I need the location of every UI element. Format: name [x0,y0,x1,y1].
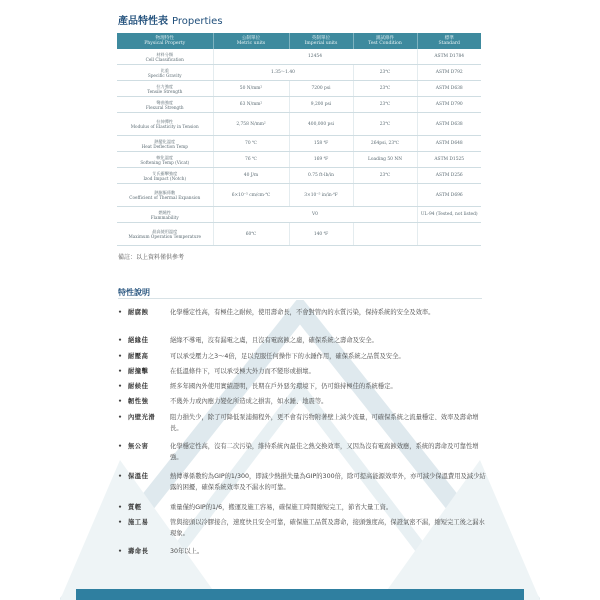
header-cn: 物理特性 [155,35,174,41]
bullet-icon: • [118,353,123,360]
feature-name: 耐壓高 [128,353,149,360]
metric-cell: 40 J/m [213,168,289,184]
condition-cell: 264psi, 23℃ [353,136,417,152]
feature-item [118,471,490,493]
property-cell [117,207,213,223]
standard-cell: ASTM D638 [417,113,481,136]
imperial-cell: 400,000 psi [289,113,353,136]
footer-bar [76,589,524,600]
table-row [117,168,481,184]
feature-name: 絕緣佳 [128,337,149,344]
bullet-icon: • [118,519,123,526]
standard-cell: ASTM D790 [417,97,481,113]
imperial-cell: 158 ℉ [289,136,353,152]
property-en: Flexural Strength [145,104,184,110]
feature-desc: 不幾外力或內應力變化所造成之損害，如水錘、地震等。 [170,398,328,405]
header-cn: 測試條件 [375,35,395,41]
feature-desc: 30年以上。 [170,548,204,555]
feature-desc: 可以承受壓力之3～4倍，足以克服任何操作下的水錘作用，確保系統之品質及安全。 [170,353,405,360]
property-en: Coefficient of Thermal Expansion [129,195,201,200]
feature-name: 耐候佳 [128,383,149,390]
bullet-icon: • [118,398,123,405]
property-en: Specific Gravity [147,72,182,78]
property-cn: 彎曲強度 [156,99,174,105]
imperial-cell: 7200 psi [289,81,353,97]
feature-name: 內壁光滑 [128,414,156,421]
property-cell [117,113,213,136]
metric-cell: V0 [213,207,417,223]
properties-title-en: Properties [172,16,223,27]
header-cn: 公制單位 [241,35,261,41]
table-row [117,113,481,136]
feature-name: 質輕 [128,504,142,511]
header-standard [417,33,481,49]
condition-cell: 23℃ [353,81,417,97]
property-cell [117,97,213,113]
feature-item [118,441,490,463]
table-note: 備註：以上資料僅供參考 [118,254,185,261]
feature-desc: 管與接頭以冷膠接合，速度快且安全可靠，確保施工品質及壽命，接頭強度高，保證氣密不漏，縮短完工後之漏水現象。 [170,519,485,537]
table-row [117,49,481,65]
property-cn: 拉伸彈性 [156,119,174,124]
section-divider [118,298,482,299]
header-en: Imperial units [304,41,338,46]
feature-desc: 化學穩定性高，沒有二次污染，維持系統內最佳之熱交換效率，又因為沒有電腐蝕效應，系統的壽命及可靠性增強。 [170,443,479,461]
standard-cell: UL-94 (Tested, not listed) [417,207,481,223]
standard-cell: ASTM D1784 [417,49,481,65]
property-cn: 材料分類 [156,51,174,57]
feature-desc: 在低溫條件下，可以承受極大外力而不變形或損壞。 [170,368,315,375]
condition-cell: 23℃ [353,65,417,81]
feature-name: 壽命長 [128,548,149,555]
property-en: Flammability [150,214,179,220]
header-imperial-units [289,33,353,49]
metric-cell: 6×10⁻⁵ cm/cm·℃ [213,184,289,207]
property-cn: 艾氏衝擊強度 [152,170,178,176]
feature-desc: 化學穩定性高，有極佳之耐候，使用壽命長，不會對管內的水質污染，保持系統的安全及效率。 [170,309,435,316]
feature-desc: 絕緣不導電，沒有漏電之虞，且沒有電腐蝕之慮，確保系統之壽命及安全。 [170,337,378,344]
property-en: Cell Classification [145,56,184,62]
header-en: Physical Property [144,41,186,46]
feature-item [118,351,490,362]
property-cell [117,223,213,246]
header-metric-units [213,33,289,49]
feature-desc: 重量僅約GIP的1/6，搬運及施工容易，確保施工時間縮短完工，節省大量工資。 [170,504,393,511]
header-en: Test Condition [368,41,402,46]
header-cn: 英制單位 [311,35,331,41]
imperial-cell: 169 ℉ [289,152,353,168]
table-row [117,136,481,152]
feature-name: 保溫佳 [128,473,149,480]
bullet-icon: • [118,337,123,344]
feature-item [118,502,490,513]
table-row [117,65,481,81]
property-cn: 燃燒性 [158,209,172,215]
condition-cell [353,184,417,207]
standard-cell: ASTM D648 [417,136,481,152]
imperial-cell: 140 ℉ [289,223,353,246]
standard-cell: ASTM D792 [417,65,481,81]
bullet-icon: • [118,443,123,450]
metric-cell: 1.35～1.40 [213,65,353,81]
feature-item [118,307,490,318]
property-cell [117,168,213,184]
property-cn: 拉力強度 [156,83,174,89]
header-en: Standard [438,41,460,46]
feature-name: 耐腐蝕 [128,309,149,316]
metric-cell: 70 ℃ [213,136,289,152]
feature-desc: 阻力損失少，除了可降低泵浦揚程外，更不會有污物附著壁上減少流量，可確保系統之流量穩定、效率及壽命增長。 [170,414,479,432]
property-cell [117,184,213,207]
feature-name: 韌性強 [128,398,149,405]
property-cn: 軟化溫度 [156,154,174,160]
feature-item [118,517,490,539]
feature-item [118,381,490,392]
property-en: Tensile Strength [147,88,183,94]
table-row [117,207,481,223]
standard-cell: ASTM D256 [417,168,481,184]
feature-item [118,366,490,377]
feature-item [118,546,490,557]
condition-cell: 23℃ [353,168,417,184]
feature-name: 無公害 [128,443,149,450]
property-cn: 熱變化溫度 [154,138,176,144]
header-test-condition [353,33,417,49]
property-cell [117,81,213,97]
feature-item [118,396,490,407]
standard-cell: ASTM D1525 [417,152,481,168]
bullet-icon: • [118,368,123,375]
table-row [117,81,481,97]
bullet-icon: • [118,309,123,316]
table-header-row [117,33,481,49]
bullet-icon: • [118,383,123,390]
feature-name: 耐撞擊 [128,368,149,375]
feature-desc: 熱傳導係數約為GIP的1/300，即減少熱損失量為GIP的300倍，除可提高能源效率外，亦可減少保溫費用及減少結露的困擾，確保系統效率及不漏水的可靠。 [170,473,486,491]
imperial-cell: 3×10⁻⁵ in/in·℉ [289,184,353,207]
property-en: Softening Temp (Vicat) [140,159,190,165]
metric-cell: 60℃ [213,223,289,246]
features-section-title: 特性說明 [118,288,150,297]
standard-cell: ASTM D638 [417,81,481,97]
property-cn: 比重 [160,67,169,73]
metric-cell: 63 N/mm² [213,97,289,113]
feature-desc: 經多年國內外使用實績證明，長期在戶外惡劣環境下，仍可維持極佳的系統穩定。 [170,383,397,390]
condition-cell: 23℃ [353,113,417,136]
metric-cell: 2,758 N/mm² [213,113,289,136]
properties-title-cn: 產品特性表 [118,16,168,27]
standard-cell [417,223,481,246]
properties-section-title [118,12,223,27]
condition-cell: 23℃ [353,97,417,113]
property-cell [117,49,213,65]
table-row [117,223,481,246]
metric-cell: 12454 [213,49,417,65]
table-row [117,184,481,207]
property-en: Maximum Operation Temperature [128,234,202,239]
property-en: Heat Deflection Temp [141,143,188,149]
property-en: Modulus of Elasticity in Tension [130,124,199,129]
metric-cell: 76 ℃ [213,152,289,168]
condition-cell: Loading 50 NN [353,152,417,168]
header-cn: 標準 [444,35,454,41]
property-en: Izod Impact (Notch) [143,175,187,181]
feature-item [118,335,490,346]
condition-cell [353,223,417,246]
imperial-cell: 0.75 ft-lb/in [289,168,353,184]
table-row [117,152,481,168]
bullet-icon: • [118,504,123,511]
imperial-cell: 9,200 psi [289,97,353,113]
table-row [117,97,481,113]
property-cell [117,65,213,81]
property-cn: 最高使用溫度 [152,229,178,234]
property-cn: 熱膨脹係數 [154,190,176,195]
standard-cell: ASTM D696 [417,184,481,207]
bullet-icon: • [118,548,123,555]
header-en: Metric units [236,41,266,46]
properties-table [117,33,481,246]
property-cell [117,152,213,168]
header-physical-property [117,33,213,49]
bullet-icon: • [118,473,123,480]
bullet-icon: • [118,414,123,421]
feature-name: 施工易 [128,519,149,526]
property-cell [117,136,213,152]
metric-cell: 50 N/mm² [213,81,289,97]
feature-item [118,412,490,434]
